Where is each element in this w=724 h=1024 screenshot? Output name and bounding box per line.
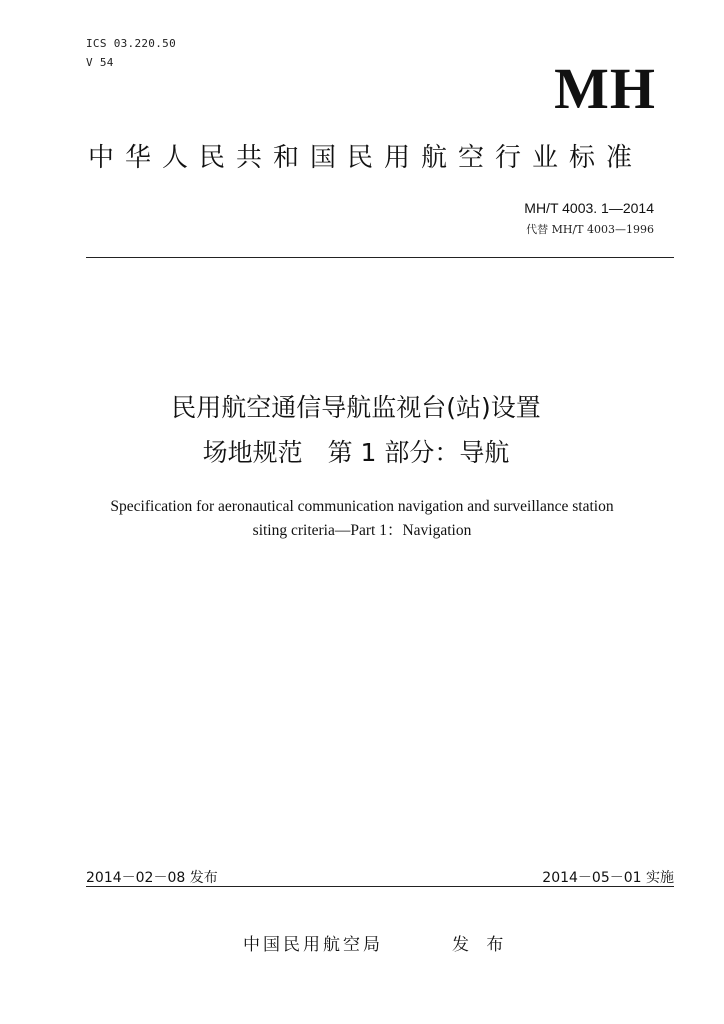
- mh-logo: MH: [554, 56, 656, 121]
- standard-category-title: 中华人民共和国民用航空行业标准: [88, 143, 644, 173]
- standard-number: MH/T 4003. 1—2014: [524, 200, 654, 216]
- footer-divider: [86, 886, 674, 887]
- ics-code: ICS 03.220.50: [86, 37, 176, 50]
- issue-date: 2014－02－08 发布: [86, 870, 218, 886]
- issuing-authority: 中国民用航空局: [243, 935, 383, 955]
- classification-code: V 54: [86, 56, 114, 69]
- replaces-standard: 代替 MH/T 4003—1996: [526, 223, 654, 236]
- english-title-line-2: siting criteria—Part 1：Navigation: [252, 522, 472, 539]
- implementation-date: 2014－05－01 实施: [542, 870, 674, 886]
- chinese-title-line-2: 场地规范 第 1 部分：导航: [202, 438, 510, 467]
- issued-label: 发 布: [452, 935, 510, 955]
- chinese-title-line-1: 民用航空通信导航监视台(站)设置: [171, 393, 541, 422]
- header-divider: [86, 257, 674, 258]
- english-title-line-1: Specification for aeronautical communication navigation and surveillance station: [110, 498, 614, 515]
